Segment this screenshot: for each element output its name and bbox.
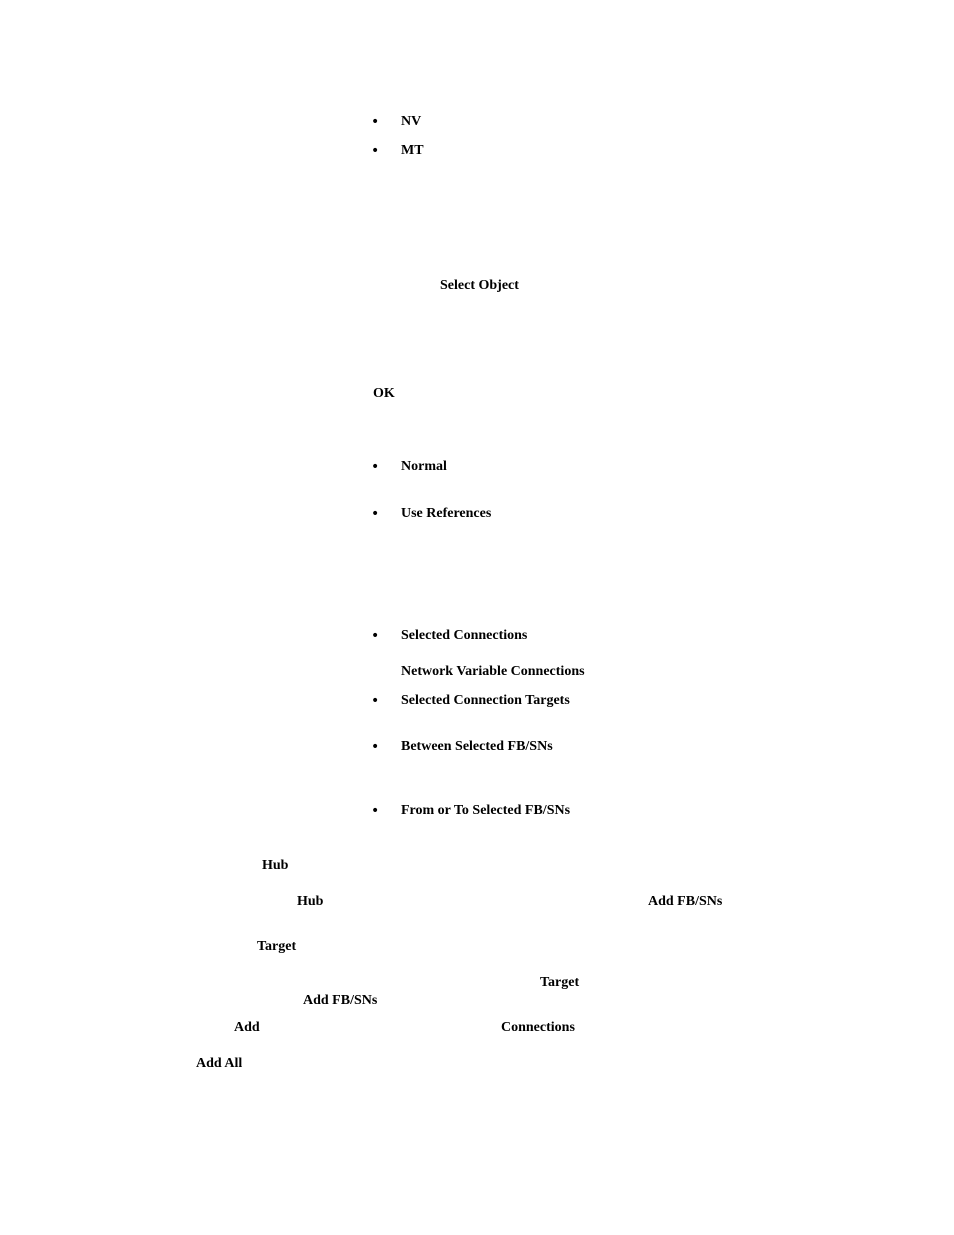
list-item-selected-connection-targets: Selected Connection Targets xyxy=(401,693,570,708)
bullet-marker: • xyxy=(371,739,380,755)
bullet-marker: • xyxy=(371,459,380,475)
bullet-marker: • xyxy=(371,143,380,159)
add-label: Add xyxy=(234,1020,260,1035)
connections-label: Connections xyxy=(501,1020,575,1035)
list-item-normal: Normal xyxy=(401,459,447,474)
ok-label: OK xyxy=(373,386,395,401)
list-item-between-selected: Between Selected FB/SNs xyxy=(401,739,553,754)
target-label: Target xyxy=(257,939,297,954)
target-label-2: Target xyxy=(540,975,580,990)
bullet-marker: • xyxy=(371,628,380,644)
list-item-from-or-to-selected: From or To Selected FB/SNs xyxy=(401,803,571,818)
bullet-marker: • xyxy=(371,114,380,130)
bullet-marker: • xyxy=(371,693,380,709)
bullet-marker: • xyxy=(371,506,380,522)
add-fbsns-label-2: Add FB/SNs xyxy=(303,993,378,1008)
hub-label: Hub xyxy=(262,858,289,873)
list-item-use-references: Use References xyxy=(401,506,492,521)
add-all-label: Add All xyxy=(196,1056,243,1071)
list-item-selected-connections: Selected Connections xyxy=(401,628,528,643)
network-variable-connections-label: Network Variable Connections xyxy=(401,664,585,679)
bullet-marker: • xyxy=(371,803,380,819)
select-object-label: Select Object xyxy=(440,278,519,293)
add-fbsns-label: Add FB/SNs xyxy=(648,894,723,909)
list-item-nv: NV xyxy=(401,114,422,129)
hub-label-2: Hub xyxy=(297,894,324,909)
list-item-mt: MT xyxy=(401,143,424,158)
